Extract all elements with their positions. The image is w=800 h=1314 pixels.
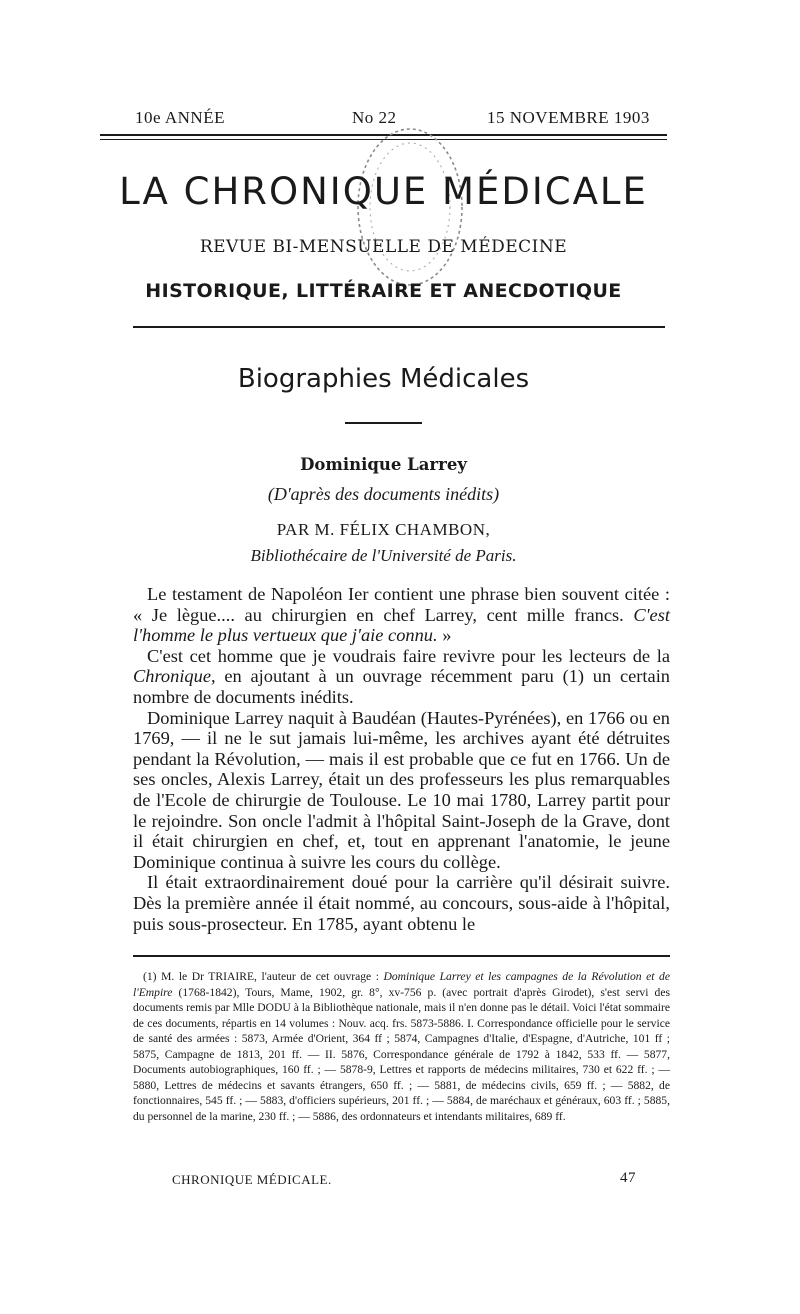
issue-date: 15 NOVEMBRE 1903 (487, 108, 650, 127)
paragraph-1-quote: C'est l'homme le plus vertueux que j'aie connu. (133, 604, 670, 646)
footnote-1-intro: (1) M. le Dr TRIAIRE, l'auteur de cet ouvrage : (143, 970, 384, 983)
page-number: 47 (620, 1170, 636, 1186)
issue-year: 10e ANNÉE (135, 108, 225, 127)
section-title: Biographies Médicales (237, 364, 530, 394)
paragraph-2-rest: , en ajoutant à un ouvrage récemment paru (1) un certain nombre de documents inédits. (133, 666, 670, 707)
article-subtitle: (D'après des documents inédits) (267, 484, 500, 504)
journal-subtitle: REVUE BI-MENSUELLE DE MÉDECINE (199, 237, 568, 257)
footnote-1 (133, 969, 670, 1124)
paragraph-2-text: C'est cet homme que je voudrais faire revivre pour les lecteurs de la (147, 645, 670, 666)
paragraph-1-text: Le testament de Napoléon Ier contient une phrase bien souvent citée : « Je lègue.... au chirurgien en chef Larrey, cent mille francs. (133, 584, 670, 625)
article-byline: PAR M. FÉLIX CHAMBON, (276, 520, 491, 539)
footnote-1-book-title: Dominique Larrey et les campagnes de la Révolution et de l'Empire (133, 970, 670, 999)
paragraph-3: Dominique Larrey naquit à Baudéan (Hautes-Pyrénées), en 1766 ou en 1769, — il ne le sut jamais lui-même, les archives ayant été détruites pendant la Révolution, — mais il est probable que ce fut en 1766. Un de ses oncles, Alexis Larrey, était un des professeurs les plus remarquables de l'Ecole de chirurgie de Toulouse. Le 10 mai 1780, Larrey partit pour le rejoindre. Son oncle l'admit à l'hôpital Saint-Joseph de la Grave, dont il était chirurgien en chef, et, tout en apprenant l'anatomie, le jeune Dominique continua à suivre les cours du collège. (133, 707, 670, 872)
article-body (133, 584, 670, 934)
paragraph-1-close: » (437, 625, 452, 646)
masthead-rule (133, 326, 665, 328)
footnote-rule (133, 955, 670, 957)
paragraph-2-journal: Chronique (133, 666, 211, 687)
paragraph-2 (133, 646, 670, 708)
author-affiliation: Bibliothécaire de l'Université de Paris. (250, 546, 517, 565)
journal-tagline: HISTORIQUE, LITTÉRAIRE ET ANECDOTIQUE (145, 280, 622, 302)
footnote-1-details: (1768-1842), Tours, Mame, 1902, gr. 8°, xv-756 p. (avec portrait d'après Girodet), s'est servi des documents remis par Mlle DODU à la Bibliothèque nationale, mais il n'en donne pas le détail. Voici l'état sommaire de ces documents, répartis en 14 volumes : Nouv. acq. frs. 5873-5886. I. Correspondance officielle pour le service de santé des armées : 5873, Armée d'Orient, 364 ff ; 5874, Campagnes d'Italie, d'Espagne, d'Autriche, 101 ff ; 5875, Campagne de 1813, 201 ff. — II. 5876, Correspondance générale de 1792 à 1842, 533 ff. — 5877, Documents autobiographiques, 160 ff. ; — 5878-9, Lettres et rapports de médecins militaires, 730 et 622 ff. ; — 5880, Lettres de médecins et savants étrangers, 650 ff. ; — 5881, de médecins civils, 659 ff. ; — 5882, de fonctionnaires, 545 ff. ; — 5883, d'officiers supérieurs, 201 ff. ; — 5884, de maréchaux et généraux, 603 ff. ; 5885, du personnel de la marine, 230 ff. ; — 5886, des ordonnateurs et intendants militaires, 689 ff. (133, 985, 670, 1123)
article-title: Dominique Larrey (300, 455, 467, 474)
footnote (133, 969, 670, 1124)
paragraph-1 (133, 584, 670, 646)
footer-journal: CHRONIQUE MÉDICALE. (172, 1172, 332, 1187)
section-rule (345, 422, 422, 424)
journal-title: LA CHRONIQUE MÉDICALE (119, 170, 648, 213)
issue-number: No 22 (352, 108, 397, 127)
paragraph-4: Il était extraordinairement doué pour la carrière qu'il désirait suivre. Dès la première année il était nommé, au concours, sous-aide à l'hôpital, puis sous-prosecteur. En 1785, ayant obtenu le (133, 872, 670, 934)
